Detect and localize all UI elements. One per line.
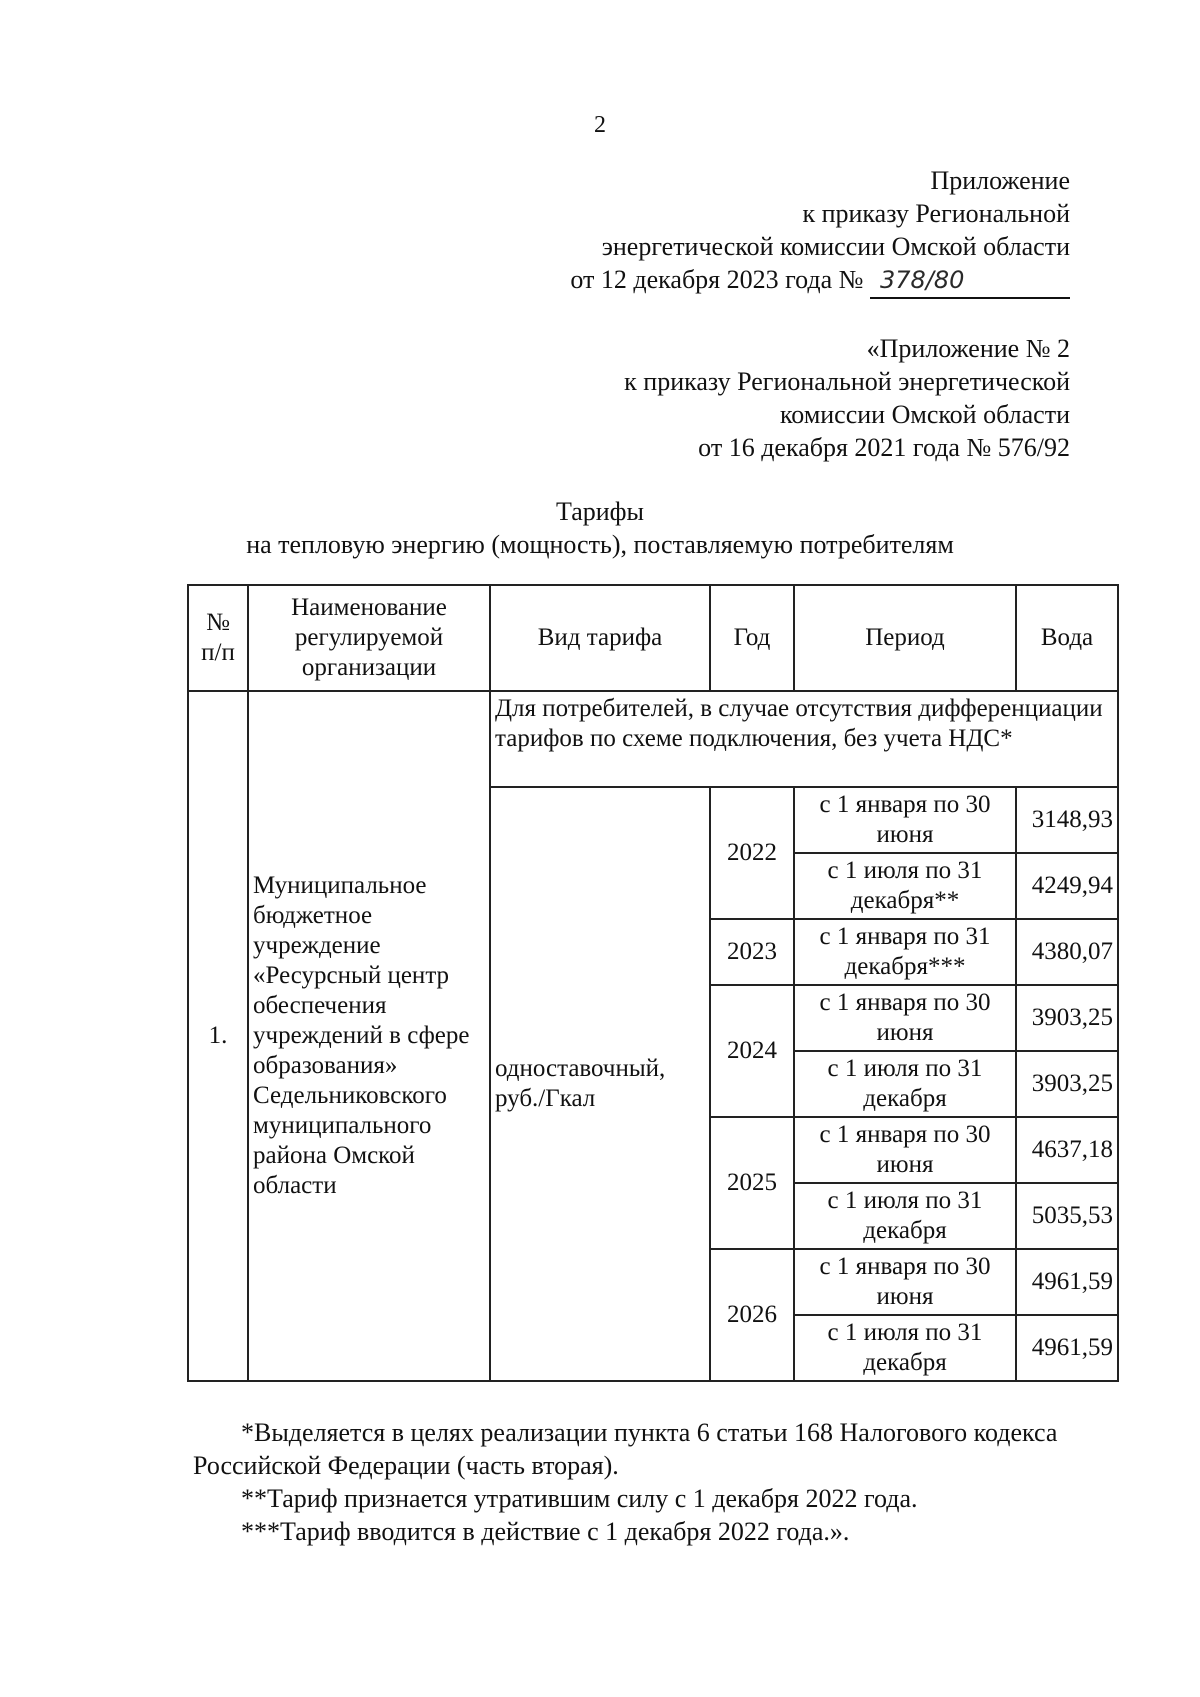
row-number: 1. [188,691,248,1381]
footnote-3: ***Тариф вводится в действие с 1 декабря 2022 года.». [241,1517,850,1546]
period-cell: с 1 января по 30 июня [794,787,1016,853]
page-number: 2 [594,112,606,138]
water-value: 3903,25 [1016,985,1118,1051]
period-cell: с 1 июля по 31 декабря [794,1315,1016,1381]
period-cell: с 1 января по 30 июня [794,1117,1016,1183]
period-cell: с 1 января по 30 июня [794,1249,1016,1315]
prev-appendix-line: «Приложение № 2 [866,334,1070,363]
period-cell: с 1 июля по 31 декабря [794,1183,1016,1249]
appendix-date-line [570,263,1070,299]
year-cell: 2025 [710,1117,794,1249]
water-value: 4961,59 [1016,1315,1118,1381]
appendix-line: энергетической комиссии Омской области [601,232,1070,261]
water-value: 5035,53 [1016,1183,1118,1249]
footnote-1: *Выделяется в целях реализации пункта 6 статьи 168 Налогового кодекса Российской Федерации (часть вторая). [193,1418,1058,1480]
organization-name: Муниципальное бюджетное учреждение «Ресурсный центр обеспечения учреждений в сфере образования» Седельниковского муниципального района Омской области [248,691,490,1381]
document-title [0,495,1200,561]
year-cell: 2026 [710,1249,794,1381]
period-cell: с 1 января по 31 декабря*** [794,919,1016,985]
table-row [188,691,1118,787]
prev-appendix-line: от 16 декабря 2021 года № 576/92 [698,433,1070,462]
appendix-line: к приказу Региональной [802,199,1070,228]
order-number-field [870,263,1070,299]
period-cell: с 1 января по 30 июня [794,985,1016,1051]
header-type: Вид тарифа [490,585,710,691]
year-cell: 2024 [710,985,794,1117]
consumer-note: Для потребителей, в случае отсутствия дифференциации тарифов по схеме подключения, без учета НДС* [490,691,1118,787]
period-cell: с 1 июля по 31 декабря [794,1051,1016,1117]
header-period: Период [794,585,1016,691]
appendix-date: от 12 декабря 2023 года № [570,265,864,294]
water-value: 3903,25 [1016,1051,1118,1117]
year-cell: 2022 [710,787,794,919]
water-value: 3148,93 [1016,787,1118,853]
prev-appendix-line: комиссии Омской области [780,400,1070,429]
footnote-2: **Тариф признается утратившим силу с 1 декабря 2022 года. [241,1484,918,1513]
title-line: Тарифы [555,497,644,526]
tariff-table [187,584,1119,1382]
header-year: Год [710,585,794,691]
table-header-row [188,585,1118,691]
header-water: Вода [1016,585,1118,691]
appendix-line: Приложение [930,166,1070,195]
period-cell: с 1 июля по 31 декабря** [794,853,1016,919]
water-value: 4961,59 [1016,1249,1118,1315]
year-cell: 2023 [710,919,794,985]
appendix-header [570,164,1070,299]
title-line: на тепловую энергию (мощность), поставляемую потребителям [246,530,954,559]
order-number-handwritten: 378/80 [880,266,965,294]
previous-appendix-header [624,332,1070,464]
tariff-type: одноставочный, руб./Гкал [490,787,710,1381]
header-num: № п/п [188,585,248,691]
water-value: 4249,94 [1016,853,1118,919]
water-value: 4380,07 [1016,919,1118,985]
header-org: Наименование регулируемой организации [248,585,490,691]
water-value: 4637,18 [1016,1117,1118,1183]
prev-appendix-line: к приказу Региональной энергетической [624,367,1070,396]
footnotes [193,1416,1133,1548]
